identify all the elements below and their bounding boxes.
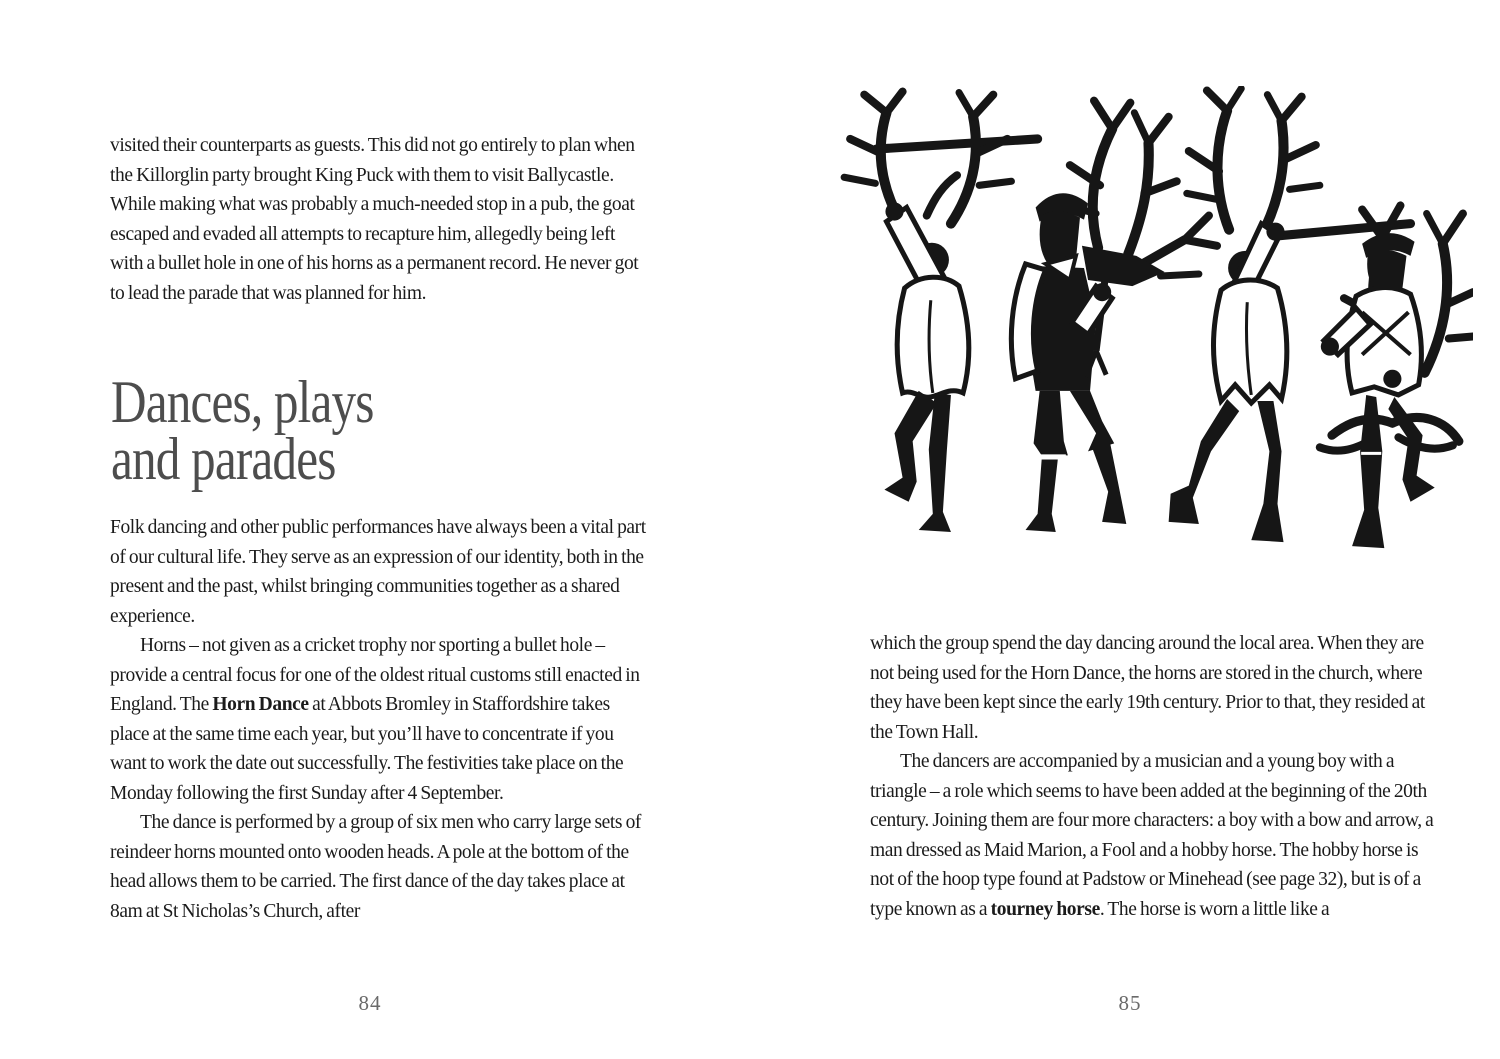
dancer-2 xyxy=(1011,193,1164,532)
left-text-block xyxy=(110,513,650,926)
horn-dance-illustration xyxy=(828,86,1473,591)
text-run: . The horse is worn a little like a xyxy=(1099,898,1330,920)
dancer-1 xyxy=(884,202,968,532)
paragraph-king-puck: visited their counterparts as guests. This did not go entirely to plan when the Killorglin party brought King Puck with them to visit Ballycastle. While making what was probably a much-needed stop in a pub, the goat escaped and evaded all attempts to recapture him, allegedly being left with a bullet hole in one of his horns as a permanent record. He never got to lead the parade that was planned for him. xyxy=(110,135,639,304)
paragraph-dancers-accompanied xyxy=(870,747,1445,924)
paragraph-folk-dancing: Folk dancing and other public performances have always been a vital part of our cultural life. They serve as an expression of our identity, both in the present and the past, whilst bringing communities together as a shared experience. xyxy=(110,517,646,627)
page-number-left: 84 xyxy=(358,991,382,1015)
paragraph-horn-dance xyxy=(110,631,650,808)
heading-line-1: Dances, plays xyxy=(111,369,374,435)
paragraph-six-men: The dance is performed by a group of six men who carry large sets of reindeer horns mounted onto wooden heads. A pole at the bottom of the head allows them to be carried. The first dance of the day takes place at 8am at St Nicholas’s Church, after xyxy=(110,812,642,922)
right-text-block xyxy=(870,629,1445,924)
section-heading xyxy=(111,369,374,492)
antler-rack-1 xyxy=(844,92,1038,224)
text-run: at Abbots Bromley in Staffordshire takes place at the same time each year, but you’ll have to concentrate if you want to work the date out successfully. The festivities take place on the Monday following the first Sunday after 4 September. xyxy=(110,694,624,804)
paragraph-horns-stored: which the group spend the day dancing around the local area. When they are not being used for the Horn Dance, the horns are stored in the church, where they have been kept since the early 19th century. Prior to that, they resided at the Town Hall. xyxy=(870,633,1425,743)
page-number-right: 85 xyxy=(1118,991,1142,1015)
text-run: The dancers are accompanied by a musician and a young boy with a triangle – a role which seems to have been added at the beginning of the 20th century. Joining them are four more characters: a boy with a bow and arrow, a man dressed as Maid Marion, a Fool and a hobby horse. The hobby horse is not of the hoop type found at Padstow or Minehead (see page 32), but is of a type known as a xyxy=(870,751,1434,920)
dancer-3 xyxy=(1169,223,1287,542)
bold-term-horn-dance: Horn Dance xyxy=(212,694,309,715)
dancer-4 xyxy=(1321,233,1435,548)
antler-rack-3 xyxy=(1187,89,1320,232)
text-run: Horns – not given as a cricket trophy nor sporting a bullet hole – provide a central focus for one of the oldest ritual customs still enacted in England. The xyxy=(110,635,640,715)
bold-term-tourney-horse: tourney horse xyxy=(990,898,1100,920)
heading-line-2: and parades xyxy=(111,426,336,492)
